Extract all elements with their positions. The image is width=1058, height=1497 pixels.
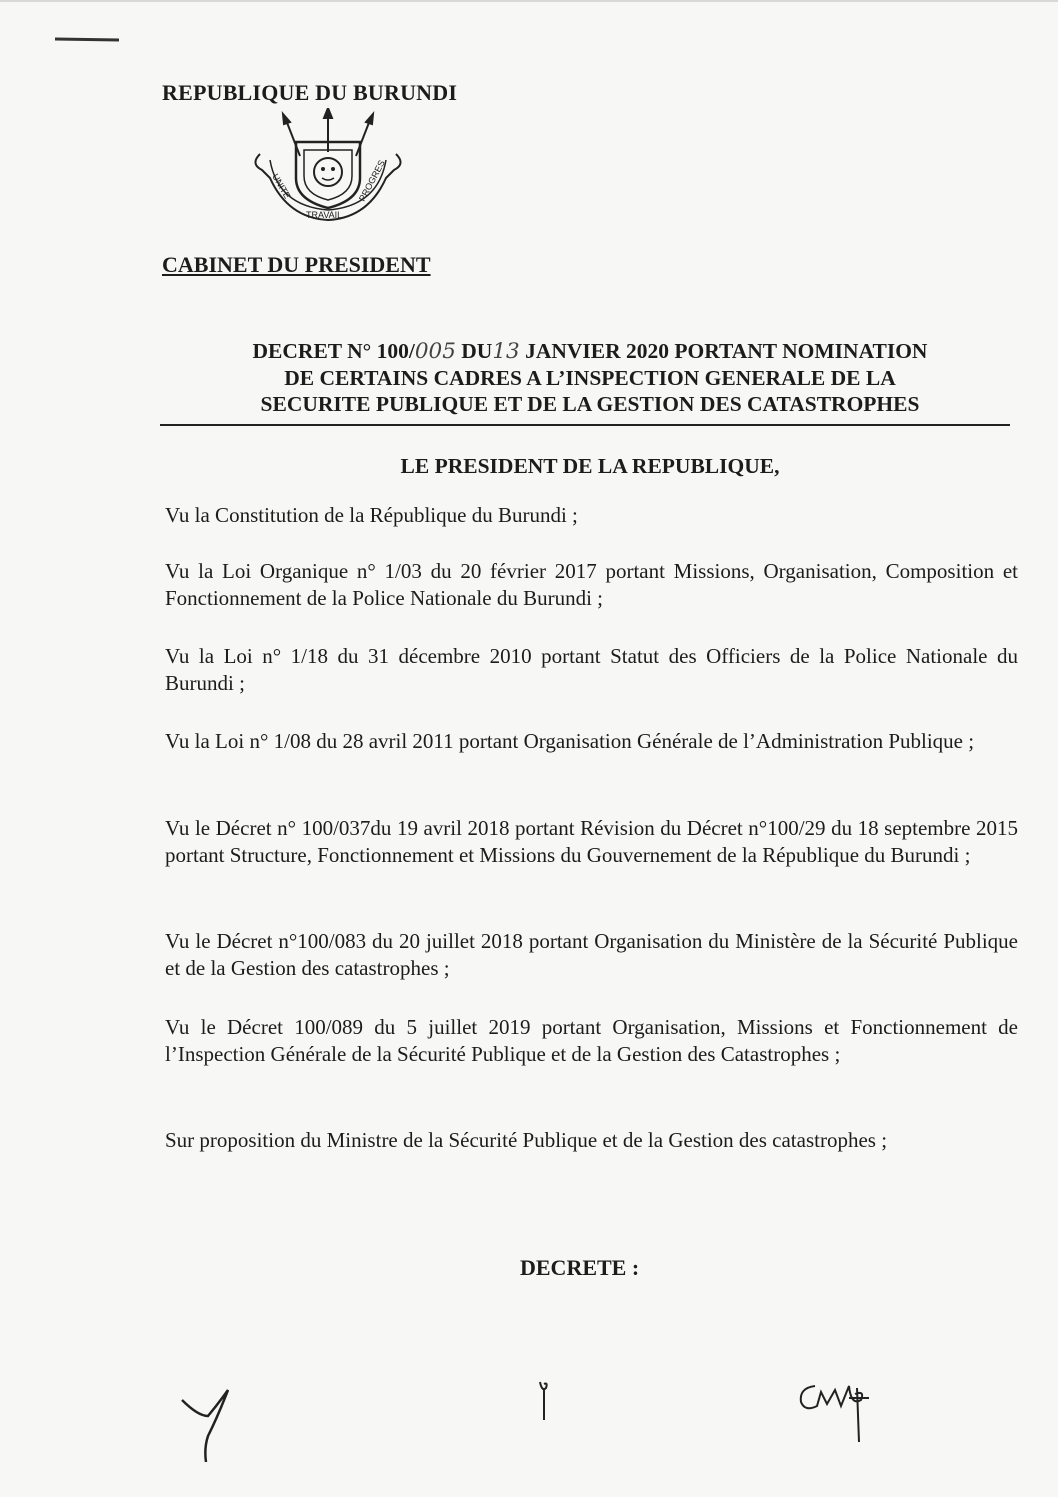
handwritten-decree-number: 005 xyxy=(414,339,456,364)
pen-dash-mark xyxy=(55,37,119,41)
coat-of-arms-icon xyxy=(248,108,408,226)
president-heading: LE PRESIDENT DE LA REPUBLIQUE, xyxy=(400,454,780,478)
office-heading: CABINET DU PRESIDENT xyxy=(162,252,431,277)
consideration-6: Vu le Décret n°100/083 du 20 juillet 2018 portant Organisation du Ministère de la Sécurité Publique et de la Gestion des catastrophes ; xyxy=(165,929,1018,980)
decree-title xyxy=(160,338,1020,417)
consideration-4: Vu la Loi n° 1/08 du 28 avril 2011 portant Organisation Générale de l’Administration Publique ; xyxy=(165,729,975,753)
decree-title-line-2: DE CERTAINS CADRES A L’INSPECTION GENERALE DE LA xyxy=(284,366,896,390)
svg-text:PROGRES: PROGRES xyxy=(356,158,387,203)
consideration-8: Sur proposition du Ministre de la Sécurité Publique et de la Gestion des catastrophes ; xyxy=(165,1128,888,1152)
initials-mark-left xyxy=(178,1386,238,1466)
decree-title-du: DU xyxy=(455,339,493,363)
initials-mark-center xyxy=(532,1378,556,1428)
signature-mark xyxy=(795,1376,885,1446)
consideration-2: Vu la Loi Organique n° 1/03 du 20 février 2017 portant Missions, Organisation, Composition et Fonctionnement de la Police Nationale du Burundi ; xyxy=(165,559,1018,610)
consideration-5: Vu le Décret n° 100/037du 19 avril 2018 portant Révision du Décret n°100/29 du 18 septembre 2015 portant Structure, Fonctionnement et Missions du Gouvernement de la République du Burundi ; xyxy=(165,816,1018,867)
svg-text:TRAVAIL: TRAVAIL xyxy=(306,210,343,220)
scan-edge xyxy=(0,0,1058,2)
consideration-1: Vu la Constitution de la République du Burundi ; xyxy=(165,503,578,527)
title-underline xyxy=(160,424,1010,426)
consideration-7: Vu le Décret 100/089 du 5 juillet 2019 portant Organisation, Missions et Fonctionnement de l’Inspection Générale de la Sécurité Publique et de la Gestion des Catastrophes ; xyxy=(165,1015,1018,1066)
decrete-heading: DECRETE : xyxy=(520,1255,640,1280)
decree-title-prefix: DECRET N° 100/ xyxy=(252,339,415,363)
svg-text:UNITE: UNITE xyxy=(270,172,293,201)
country-heading: REPUBLIQUE DU BURUNDI xyxy=(162,80,458,105)
handwritten-decree-day: 13 xyxy=(492,339,520,364)
consideration-3: Vu la Loi n° 1/18 du 31 décembre 2010 portant Statut des Officiers de la Police Nationale du Burundi ; xyxy=(165,644,1018,695)
decree-title-line-3: SECURITE PUBLIQUE ET DE LA GESTION DES CATASTROPHES xyxy=(260,392,920,416)
decree-title-date: JANVIER 2020 PORTANT NOMINATION xyxy=(519,339,928,363)
